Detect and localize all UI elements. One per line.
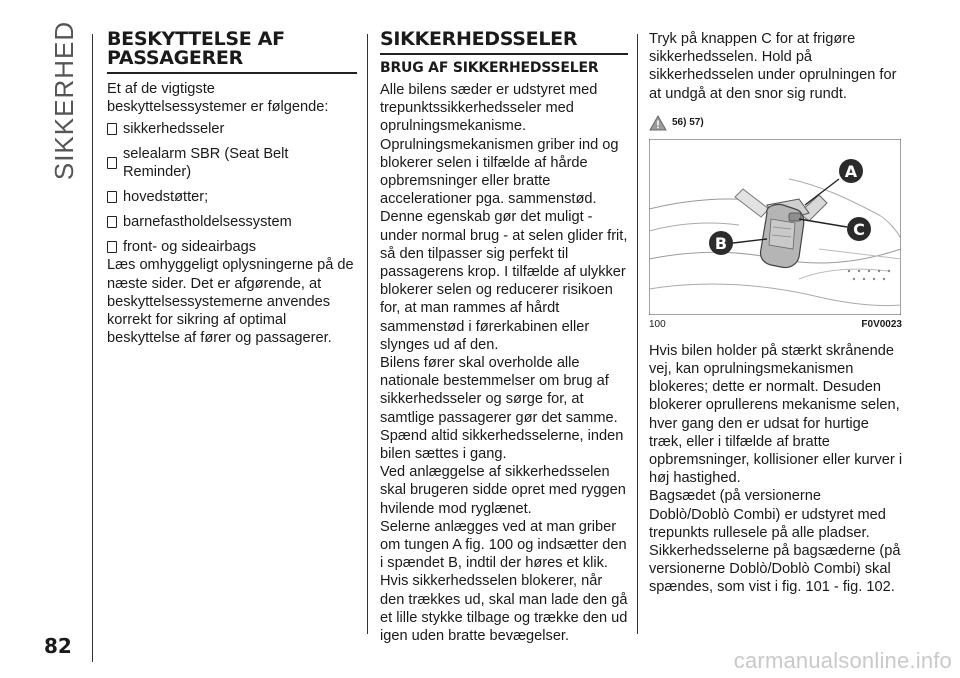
checkbox-bullet-icon [107,191,117,203]
column-protection [107,30,357,347]
checkbox-bullet-icon [107,241,117,253]
list-item: barnefastholdelsessystem [107,213,357,231]
warning-triangle-icon [649,115,667,131]
outro-text: Læs omhyggeligt oplysningerne på de næste sider. Det er afgørende, at beskyttelsessystemerne anvendes korrekt for sikring af optimal beskyttelse af fører og passagerer. [107,257,354,347]
paragraph: Bagsædet (på versionerne Doblò/Doblò Combi) er udstyret med trepunkts rullesele på alle pladser. [649,488,886,541]
watermark-link[interactable]: carmanualsonline.info [733,648,952,673]
paragraph: Oprulningsmekanismen griber ind og blokerer selen i tilfælde af hårde opbremsninger eller bratte accelerationer pga. sammenstød. Denne egenskab gør det muligt - under normal brug - at selen glider frit, så den tilpasser sig perfekt til passagerens krop. I tilfælde af ulykker blokerer selen og reducerer risikoen for, at man rammes af hårdt sammenstød i førerkabinen eller slynges ud af den. [380,136,628,353]
subsection-heading: BRUG AF SIKKERHEDSSELER [380,60,599,76]
page-number: 82 [44,634,72,658]
paragraph: Bilens fører skal overholde alle nationale bestemmelser om brug af sikkerhedsseler og sørge for, at samtlige passagerer gør det samme. [380,355,618,426]
warning-reference [649,115,904,131]
figure-code: F0V0023 [861,318,902,330]
column-divider-1 [367,34,368,634]
checkbox-bullet-icon [107,216,117,228]
paragraph: Ved anlæggelse af sikkerhedsselen skal brugeren sidde opret med ryggen hvilende mod ryglænet. [380,464,626,517]
intro-text: Et af de vigtigste beskyttelsessystemer er følgende: [107,81,329,116]
left-margin-rule [92,34,93,662]
chapter-title: SIKKERHED [49,20,80,180]
section-heading: BESKYTTELSE AF PASSAGERER [107,28,285,69]
chapter-side-label [40,20,90,180]
column-release [649,30,904,597]
paragraph: Alle bilens sæder er udstyret med trepunktssikkerhedsseler med oprulningsmekanisme. [380,82,598,135]
seatbelt-figure [649,139,901,315]
paragraph: Selerne anlægges ved at man griber om tungen A fig. 100 og indsætter den i spændet B, indtil der høres et klik. [380,518,627,572]
checkbox-bullet-icon [107,123,117,135]
intro-text: Tryk på knappen C for at frigøre sikkerhedsselen. Hold på sikkerhedsselen under oprulningen for at undgå at den snor sig rundt. [649,31,897,102]
list-item: sikkerhedsseler [107,120,357,138]
paragraph: Hvis bilen holder på stærkt skrånende vej, kan oprulningsmekanismen blokeres; dette er normalt. Desuden blokerer oprullerens mekanisme selen, hver gang den er udsat for hurtige træk, eller i tilfælde af bratte opbremsninger, kollisioner eller kurver i høj hastighed. [649,342,903,487]
callout-label-a: A [844,161,858,181]
list-item: selealarm SBR (Seat Belt Reminder) [107,145,357,181]
column-divider-2 [637,34,638,634]
callout-label-b: B [714,233,728,253]
column-seatbelts [380,30,628,645]
figure-number: 100 [649,318,666,330]
paragraph: Sikkerhedsselerne på bagsæderne (på versionerne Doblò/Doblò Combi) skal spændes, som vist i fig. 101 - fig. 102. [649,543,901,596]
protection-systems-list [107,120,357,256]
list-item: hovedstøtter; [107,188,357,206]
callout-label-c: C [853,219,865,239]
paragraph: Spænd altid sikkerhedsselerne, inden bilen sættes i gang. [380,427,624,463]
warning-refs: 56) 57) [672,117,704,129]
list-item: front- og sideairbags [107,238,357,256]
seatbelt-buckle-illustration [649,139,901,315]
heading-underline [380,53,628,55]
section-heading: SIKKERHEDSSELER [380,28,578,50]
paragraph: Hvis sikkerhedsselen blokerer, når den trækkes ud, skal man lade den gå et lille stykke tilbage og trække den ud igen uden bratte bevægelser. [380,573,628,645]
figure-caption [649,319,904,330]
checkbox-bullet-icon [107,157,117,169]
heading-underline [107,72,357,74]
